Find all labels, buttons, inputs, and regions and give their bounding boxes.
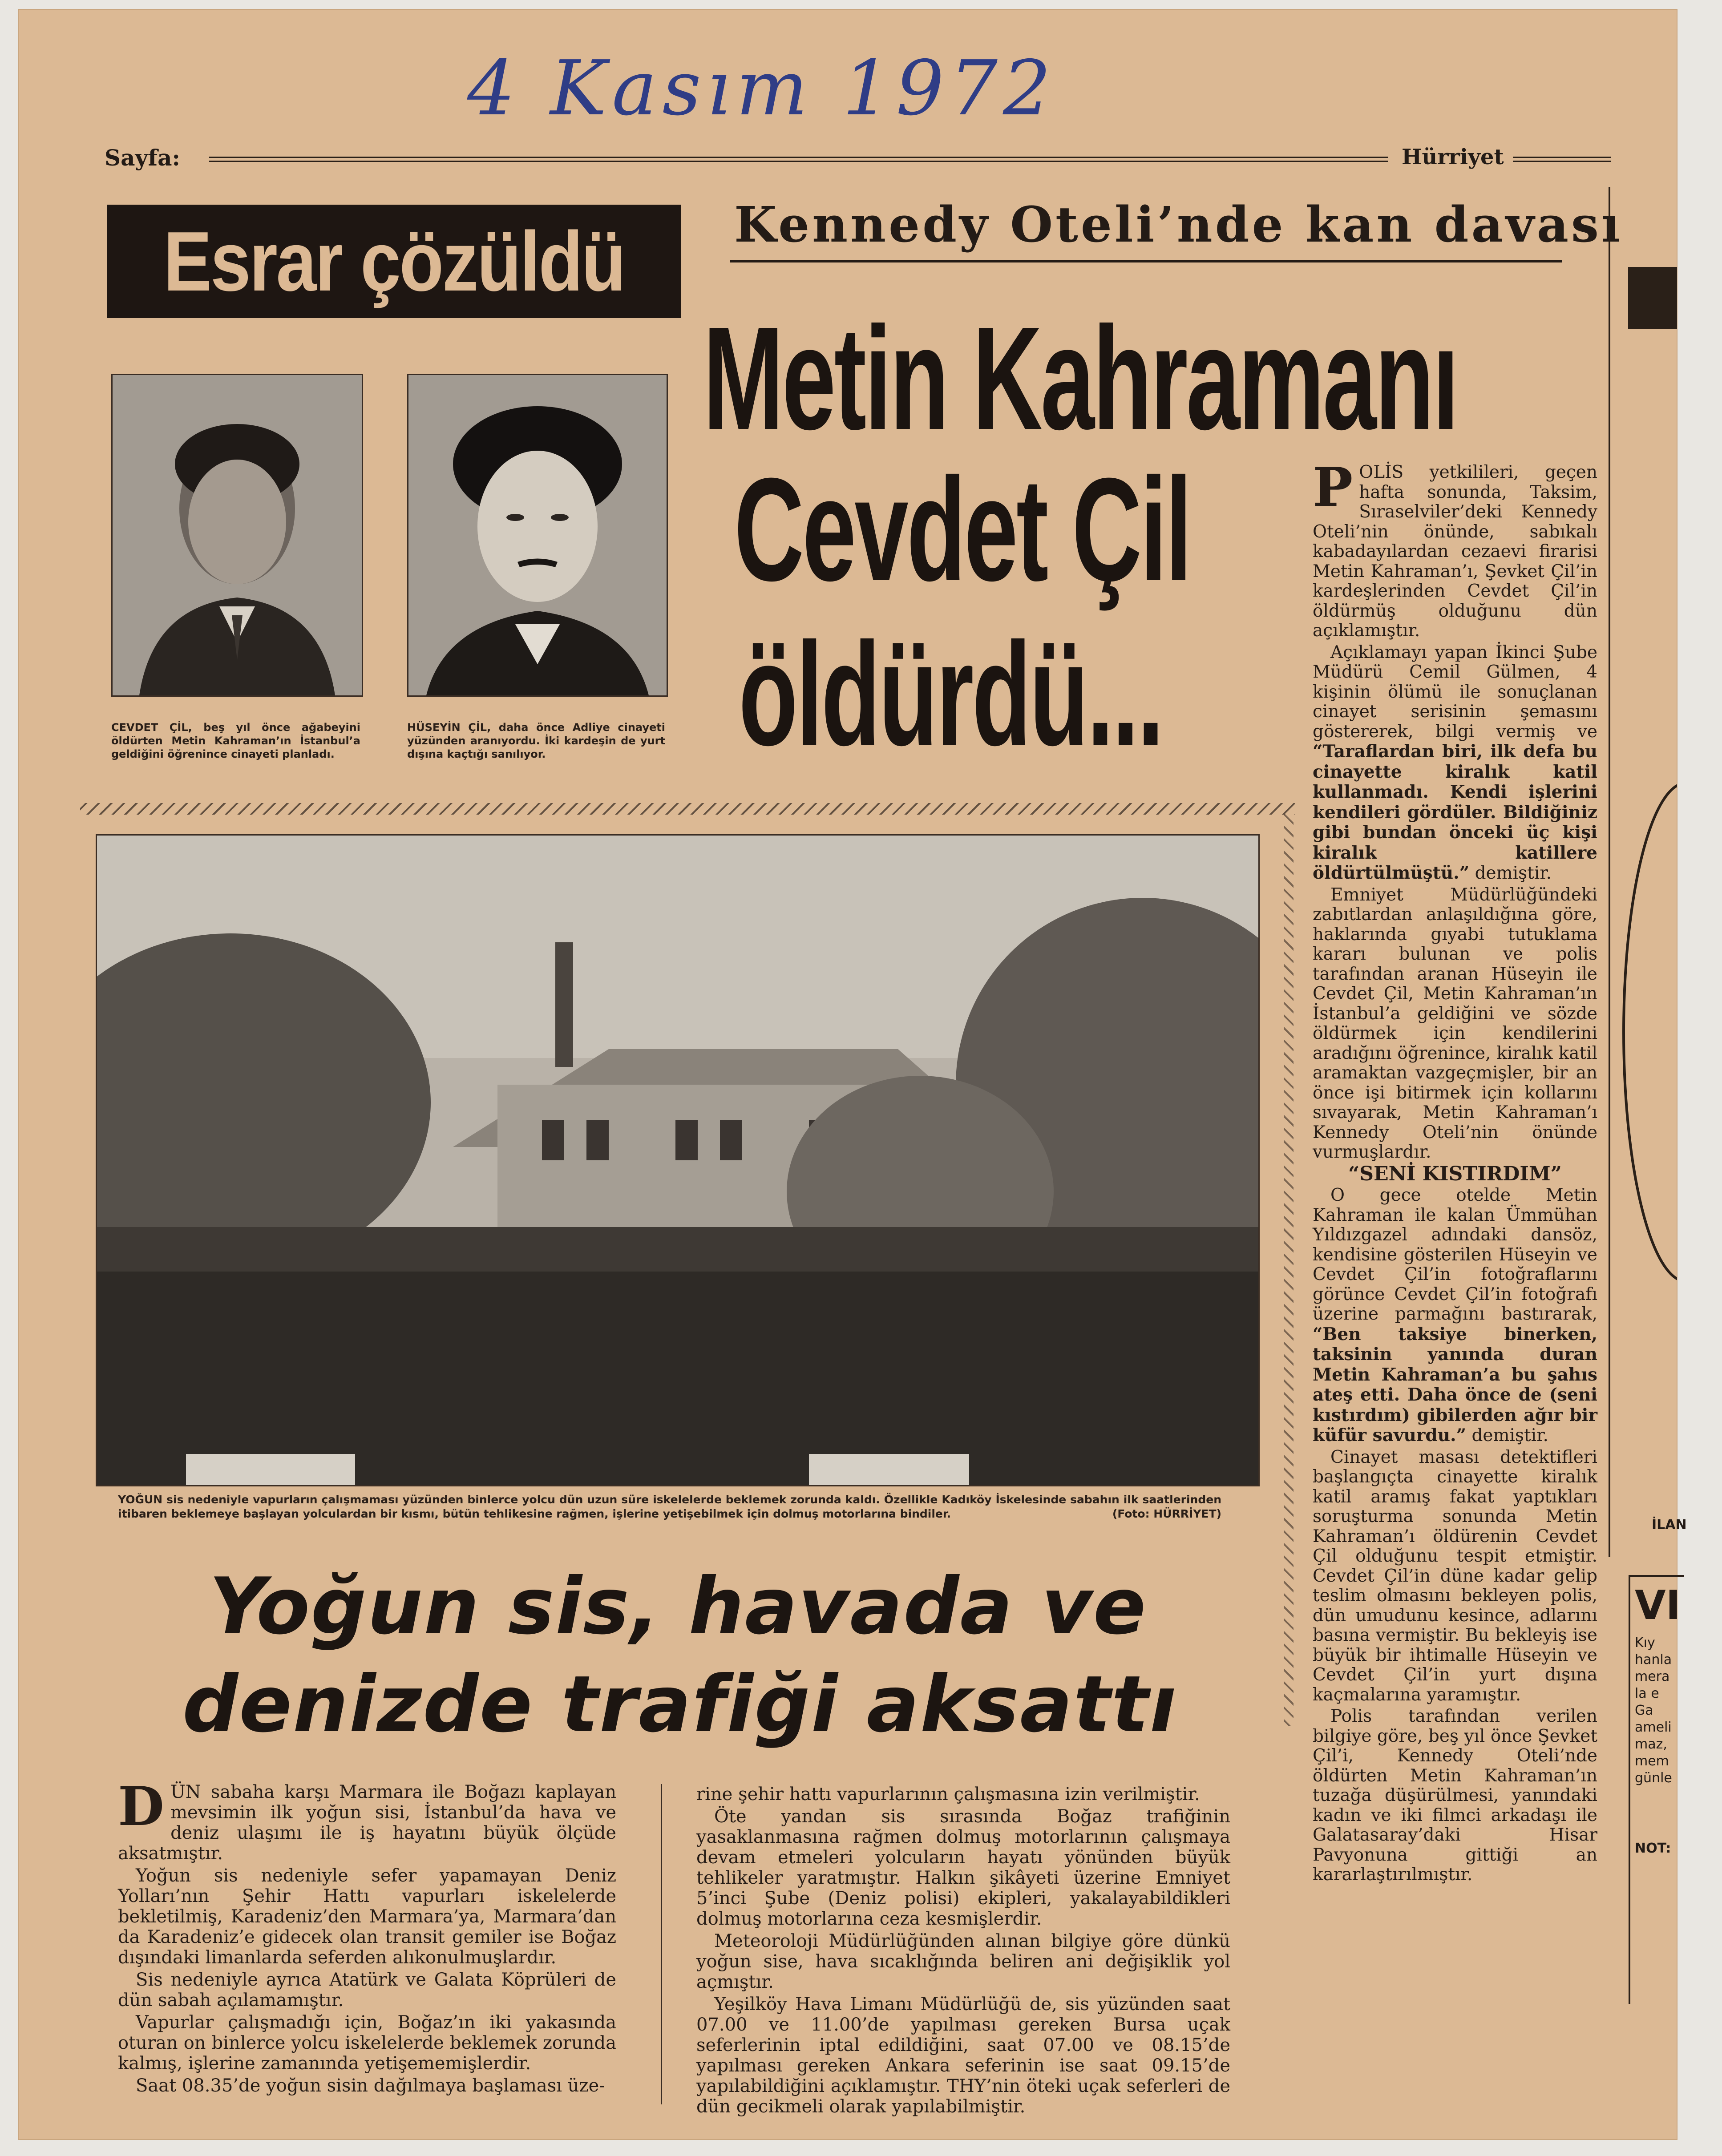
notice-line-2: hanla <box>1635 1652 1672 1667</box>
fog-paragraph-7: Öte yandan sis sırasında Boğaz trafiğinin yasaklanmasına rağmen dolmuş motorlarının çalışmaya devam etmeleri yolcuların hayatı yönünden büyük tehlikeler yaratmıştır. Halkın şikâyeti üzerine Emniyet 5’inci Şube (Deniz polisi) ekipleri, yakalayabildikleri dolmuş motorlarına ceza kesmişlerdir. <box>696 1806 1230 1929</box>
headline-line-3: öldürdü... <box>739 612 1163 776</box>
kennedy-dropcap: P <box>1313 456 1353 519</box>
portrait-caption-1: CEVDET ÇİL, beş yıl önce ağabeyini öldürten Metin Kahraman’ın İstanbul’a geldiğini öğrenince cinayeti planladı. <box>111 721 360 760</box>
main-photo-crowd <box>96 834 1260 1486</box>
portrait-caption-2: HÜSEYİN ÇİL, daha önce Adliye cinayeti yüzünden aranıyordu. İki kardeşin de yurt dışına kaçtığı sanılıyor. <box>407 721 665 760</box>
notice-line-8: mem <box>1635 1753 1669 1769</box>
fog-article-col-2 <box>696 1784 1230 2119</box>
headline-line-1: Metin Kahramanı <box>703 296 1458 460</box>
kennedy-paragraph-2-a: Açıklamayı yapan İkinci Şube Müdürü Cemil Gülmen, 4 kişinin ölümü ile sonuçlanan cinayet serisinin şemasını göstererek, bilgi vermiş ve <box>1313 642 1597 742</box>
fog-headline-line-2: denizde trafiği aksattı <box>182 1659 1177 1750</box>
kennedy-quote-1: “Taraflardan biri, ilk defa bu cinayette kiralık katil kullanmadı. Kendi işlerini kendileri gördüler. Bildiğiniz gibi bundan önceki üç kişi kiralık katillere öldürtülmüştü.” <box>1313 741 1597 883</box>
kicker-box <box>107 205 681 318</box>
kennedy-paragraph-6: Polis tarafından verilen bilgiye göre, beş yıl önce Şevket Çil’i, Kennedy Oteli’nde öldürten Metin Kahraman’ın tuzağa düşürülmesi, yanındaki kadın ve iki filmci arkadaşı ile Galatasaray’daki Hisar Pavyonuna gittiği an kararlaştırılmıştır. <box>1313 1706 1597 1885</box>
kennedy-paragraph-2-c: demiştir. <box>1475 863 1552 883</box>
headline-line-2: Cevdet Çil <box>734 447 1191 611</box>
ilan-label: İLAN <box>1652 1517 1687 1533</box>
main-photo-caption-text: YOĞUN sis nedeniyle vapurların çalışmaması yüzünden binlerce yolcu dün uzun süre iskelelerde beklemek zorunda kaldı. Özellikle Kadıköy İskelesinde sabahın ilk saatlerinden itibaren beklemeye başlayan yolculardan bir kısmı, bütün tehlikesine rağmen, işlerine yetişebilmek için dolmuş motorlarına bindiler. <box>118 1493 1221 1520</box>
kennedy-paragraph-4-c: demiştir. <box>1471 1425 1548 1445</box>
kennedy-paragraph-4 <box>1313 1186 1597 1446</box>
notice-line-4: la e <box>1635 1686 1659 1701</box>
notice-line-7: maz, <box>1635 1736 1667 1752</box>
kennedy-article <box>1313 456 1597 1887</box>
subtitle: Kennedy Oteli’nde kan davası <box>734 196 1623 253</box>
kennedy-paragraph-4-a: O gece otelde Metin Kahraman ile kalan Ümmühan Yıldızgazel adındaki dansöz, kendisine gösterilen Hüseyin ve Cevdet Çil’in fotoğraflarını görünce Cevdet Çil’in fotoğrafı üzerine parmağını bastırarak, <box>1313 1185 1597 1324</box>
header-rule-right <box>1513 157 1611 162</box>
kennedy-quote-2: “Ben taksiye binerken, taksinin yanında duran Metin Kahraman’a bu şahıs ateş etti. Daha önce de (seni kıstırdım) gibilerden ağır bir küfür savurdu.” <box>1313 1324 1597 1445</box>
notice-line-3: mera <box>1635 1669 1670 1684</box>
fog-paragraph-2: Yoğun sis nedeniyle sefer yapamayan Deniz Yolları’nın Şehir Hattı vapurları iskelelerde bekletilmiş, Karadeniz’den Marmara’ya, Marmara’dan da Karadeniz’e gidecek olan transit gemiler ise Boğaz dışındaki limanlarda seferden alıkonulmuşlardır. <box>118 1865 616 1968</box>
subtitle-rule <box>730 260 1562 262</box>
fog-headline-line-1: Yoğun sis, havada ve <box>209 1562 1147 1652</box>
portrait-huseyin-cil <box>407 374 668 697</box>
section-divider <box>80 803 1295 815</box>
notice-line-6: ameli <box>1635 1720 1672 1735</box>
header-rule <box>209 157 1388 162</box>
fog-paragraph-9: Yeşilköy Hava Limanı Müdürlüğü de, sis yüzünden saat 07.00 ve 11.00’de yapılması gereken Bursa uçak seferlerinin iptal edildiğini, saat 07.00 ve 08.15’de yapılması gereken Ankara seferinin ise saat 09.15’de yapılabildiğini açıklamıştır. THY’nin öteki uçak seferleri de dün gecikmeli olarak yapılabilmiştir. <box>696 1994 1230 2117</box>
notice-line-5: Ga <box>1635 1703 1653 1718</box>
fog-dropcap: D <box>118 1775 165 1838</box>
newspaper-name: Hürriyet <box>1402 145 1504 170</box>
fog-paragraph-5: Saat 08.35’de yoğun sisin dağılmaya başlaması üze- <box>136 2075 605 2096</box>
kennedy-subhead: “SENİ KISTIRDIM” <box>1348 1162 1562 1185</box>
kennedy-paragraph-1-text: OLİS yetkilileri, geçen hafta sonunda, Taksim, Sıraselviler’deki Kennedy Oteli’nin önünde, sabıkalı kabadayılardan cezaevi firarisi Metin Kahraman’ı, Şevket Çil’in kardeşlerinden Cevdet Çil’in öldürmüş olduğunu dün açıklamıştır. <box>1313 462 1597 641</box>
kennedy-paragraph-2 <box>1313 643 1597 884</box>
kennedy-paragraph-3: Emniyet Müdürlüğündeki zabıtlardan anlaşıldığına göre, haklarında gıyabi tutuklama kararı bulunan ve polis tarafından aranan Hüseyin ile Cevdet Çil, Metin Kahraman’ın İstanbul’a geldiğini ve sözde öldürmek için kendilerini aradığını öğrenince, kiralık katil aramaktan vazgeçmişler, bir an önce işi bitirmek için kollarını sıvayarak, Metin Kahraman’ı Kennedy Oteli’nin önünde vurmuşlardır. <box>1313 884 1597 1162</box>
notice-line-1: Kıy <box>1635 1635 1655 1651</box>
kennedy-paragraph-1 <box>1313 456 1597 641</box>
adjacent-ad-graphic <box>1610 187 1677 1557</box>
fog-paragraph-1-text: ÜN sabaha karşı Marmara ile Boğazı kaplayan mevsimin ilk yoğun sisi, İstanbul’da hava ve deniz ulaşımı ile iş hayatını büyük ölçüde aksatmıştır. <box>118 1782 616 1864</box>
portrait-cevdet-cil <box>111 374 363 697</box>
kicker-text: Esrar çözüldü <box>163 214 624 309</box>
adjacent-notice-fragment <box>1629 1575 1684 2004</box>
kennedy-paragraph-5: Cinayet masası detektifleri başlangıçta cinayette kiralık katil aramış fakat yaptıkları soruşturma sonunda Metin Kahraman’ı öldürenin Cevdet Çil olduğunu tespit etmiştir. Cevdet Çil’in düne kadar gelip teslim olmasını bekleyen polis, dün umudunu kesince, adlarını basına vermiştir. Bu bekleyiş ise büyük bir ihtimalle Hüseyin ve Cevdet Çil’in yurt dışına kaçmalarına yaramıştır. <box>1313 1447 1597 1705</box>
column-divider <box>1284 814 1294 1726</box>
notice-line-10: NOT: <box>1635 1841 1671 1856</box>
page-label: Sayfa: <box>105 145 180 171</box>
fog-paragraph-4: Vapurlar çalışmadığı için, Boğaz’ın iki yakasında oturan on binlerce yolcu iskelelerde beklemek zorunda kalmış, işlerine zamanında yetişememişlerdir. <box>118 2012 616 2074</box>
handwritten-date: 4 Kasım 1972 <box>467 44 1057 133</box>
fog-article-col-1 <box>118 1775 616 2098</box>
fog-column-rule <box>661 1784 662 2104</box>
fog-paragraph-3: Sis nedeniyle ayrıca Atatürk ve Galata Köprüleri de dün sabah açılamamıştır. <box>118 1970 616 2011</box>
adjacent-ad-fragment <box>1609 187 1677 1557</box>
fog-paragraph-8: Meteoroloji Müdürlüğünden alınan bilgiye göre dünkü yoğun sise, hava sıcaklığında beliren ani değişiklik yol açmıştır. <box>696 1931 1230 1992</box>
notice-line-9: günle <box>1635 1770 1672 1786</box>
photo-credit: (Foto: HÜRRİYET) <box>1112 1507 1221 1520</box>
main-photo-caption <box>118 1493 1221 1521</box>
notice-letters: VI <box>1635 1582 1681 1629</box>
fog-paragraph-1 <box>118 1775 616 1864</box>
fog-paragraph-6: rine şehir hattı vapurlarının çalışmasına izin verilmiştir. <box>696 1784 1200 1805</box>
